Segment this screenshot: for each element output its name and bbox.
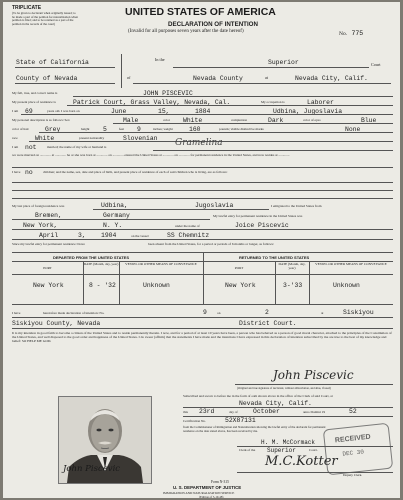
clerk-year: 52 — [349, 408, 357, 415]
emigrated-from: Bremen, — [35, 212, 62, 219]
subscribed-place: Nevada City, Calif. — [239, 400, 312, 407]
last-foreign-place: Udbina, — [101, 202, 128, 209]
col-vessel-returned: VESSEL OR OTHER MEANS OF CONVEYANCE — [315, 262, 387, 266]
table-row-departed-port: New York — [33, 282, 64, 289]
certification-label: Certification No. — [183, 419, 206, 423]
name-label: My full, true, and correct name is — [12, 91, 58, 95]
emigrated-country: Germany — [103, 212, 130, 219]
vessel-label: on the vessel — [131, 234, 149, 238]
declaration-number: 775 — [351, 30, 364, 37]
subscribed-label: Subscribed and sworn to before me in the form of oath shown above in the office of the Clerk of said Court, at — [183, 394, 333, 398]
vessel-value: SS Chemnitz — [167, 232, 210, 239]
col-date-returned: DATE (Month, day, year) — [278, 262, 306, 270]
triplicate-label: TRIPLICATE — [12, 5, 42, 11]
entry-year: 1904 — [101, 232, 117, 239]
court-type: Superior — [268, 59, 299, 66]
photo-signature: John Piscevic — [63, 464, 121, 474]
prior-at-label: at — [321, 311, 324, 315]
entry-state: N. Y. — [103, 222, 123, 229]
service-name: IMMIGRATION AND NATURALIZATION SERVICE — [163, 490, 235, 495]
complexion-label: complexion — [231, 118, 248, 122]
received-stamp — [323, 423, 393, 476]
clerk-title: Clerk of the — [239, 448, 256, 452]
table-row-returned-vessel: Unknown — [333, 282, 360, 289]
complexion-value: Dark — [268, 117, 284, 124]
nationality-value: Slovenian — [123, 135, 158, 142]
prior-declaration-text: heretofore made declaration of intention: No. — [43, 311, 105, 315]
eyes-label: color of eyes — [303, 118, 321, 122]
col-port-departed: PORT — [43, 266, 52, 270]
document-subtitle: DECLARATION OF INTENTION — [168, 21, 258, 28]
since-label: Since my lawful entry for permanent residence I have — [12, 242, 85, 246]
prior-declaration-label: I have — [12, 311, 21, 315]
born-label: years old. I was born on — [47, 109, 80, 113]
declarant-signature: John Piscevic — [273, 368, 354, 382]
weight-value: 160 — [189, 126, 201, 133]
form-number: Form N-315 — [211, 480, 229, 484]
prior-year: 2 — [265, 309, 269, 316]
married-rest: married; the name of my wife or husband is — [47, 145, 107, 149]
residence-label: My present place of residence is — [12, 100, 56, 104]
county-field: County of Nevada — [16, 75, 78, 82]
col-vessel-departed: VESSEL OR OTHER MEANS OF CONVEYANCE — [125, 262, 197, 266]
under-name-label: under the name of — [175, 224, 200, 228]
department-name: U. S. DEPARTMENT OF JUSTICE — [173, 485, 242, 490]
edition-note: (Edition of 5-19-48) — [199, 494, 224, 498]
personal-description-label: My personal description is as follows: Sex — [12, 118, 70, 122]
commissioner-note: from the Commissioner of Immigration and Naturalization showing the lawful entry of the declarant for permanent residence on the date stated above, has been received by me. — [183, 425, 326, 433]
clerk-signature: M.C.Kotter — [265, 454, 338, 469]
deputy-clerk-label: Deputy Clerk. — [343, 473, 363, 477]
in-the-label: In the — [155, 57, 165, 62]
table-row-departed-vessel: Unknown — [143, 282, 170, 289]
married-label: I am — [12, 145, 19, 149]
spouse-signature: Gramelina — [175, 138, 223, 148]
anno-label: anno Domini 19 — [303, 410, 326, 414]
race-label: race — [12, 136, 18, 140]
clerk-name: H. M. McCormack — [261, 439, 316, 446]
lawful-entry-label: My lawful entry for permanent residence in the United States was — [213, 214, 303, 218]
nationality-label: present nationality — [79, 136, 105, 140]
validity-note: (Invalid for all purposes seven years after the date hereof) — [128, 29, 244, 34]
declaration-document — [3, 2, 400, 498]
hair-label: color of hair — [12, 127, 29, 131]
table-row-returned-port: New York — [225, 282, 256, 289]
state-field: State of California — [16, 59, 89, 66]
at-label: at — [265, 75, 269, 80]
table-row-returned-date: 3-'33 — [283, 282, 303, 289]
document-title: UNITED STATES OF AMERICA — [125, 6, 276, 18]
clerk-day: 23rd — [199, 408, 215, 415]
marks-label: pounds; visible distinctive marks — [219, 127, 264, 131]
birth-year: 1884 — [195, 108, 211, 115]
height-feet: 5 — [103, 126, 107, 133]
color-value: White — [183, 117, 203, 124]
prior-court-county: Siskiyou County, Nevada — [12, 320, 101, 327]
under-name: Joice Piscevic — [235, 222, 289, 229]
sex-value: Male — [123, 117, 139, 124]
since-value: been absent from the United States, for a period or periods of 6 months or longer, as follows: — [148, 242, 274, 246]
this-label: this — [183, 410, 188, 414]
emigrated-label: I emigrated to the United States from — [271, 204, 322, 208]
departed-header: DEPARTED FROM THE UNITED STATES — [53, 255, 129, 260]
prior-on-label: on — [217, 311, 221, 315]
court-city: Nevada City, Calif. — [295, 75, 368, 82]
signature-caption: (Original and true signature of declarant, without abbreviation, and alias, if used) — [237, 386, 331, 390]
clerk-month: October — [253, 408, 280, 415]
age-value: 69 — [25, 108, 33, 115]
married-value: not — [25, 144, 37, 151]
clerk-court: Superior — [267, 447, 296, 454]
children-value: no — [25, 169, 33, 176]
prior-district: District Court. — [239, 320, 297, 327]
prior-place: Siskiyou — [343, 309, 374, 316]
court-county: Nevada County — [193, 75, 243, 82]
birth-place: Udbina, Jugoslavia — [273, 108, 343, 115]
col-date-departed: DATE (Month, day, year) — [83, 262, 119, 266]
race-value: White — [35, 135, 55, 142]
birth-day: 15, — [158, 108, 170, 115]
court-word: Court. — [309, 448, 318, 452]
col-port-returned: PORT — [234, 266, 244, 270]
eyes-value: Blue — [361, 117, 377, 124]
entry-day: 3, — [78, 232, 86, 239]
stamp-date: DEC 30 — [342, 448, 365, 458]
prior-declaration-number: 9 — [203, 309, 207, 316]
age-label: I am — [12, 109, 19, 113]
height-inches: 9 — [137, 126, 141, 133]
court-label: Court — [371, 62, 381, 67]
day-of-label: day of — [229, 410, 238, 414]
stamp-text: RECEIVED — [334, 433, 371, 445]
hair-value: Grey — [45, 126, 61, 133]
triplicate-note: (To be given to declarant when originally issued; to be made a part of the petition for naturalization when petition is filed; and to be retained as a part of the petition in the records of the court) — [12, 11, 78, 26]
last-foreign-label: My last place of foreign residence was — [12, 204, 65, 208]
number-label: No. — [339, 31, 348, 37]
residence-value: Patrick Court, Grass Valley, Nevada, Cal. — [73, 99, 231, 106]
full-name: JOHN PISCEVIC — [143, 90, 193, 97]
feet-label: feet — [119, 127, 125, 131]
height-label: height — [81, 127, 90, 131]
occupation-value: Laborer — [307, 99, 334, 106]
children-rest: children; and the name, sex, date and place of birth, and present place of residence of each of said children who is living, are as follows: — [43, 170, 228, 174]
inches-weight-label: inches; weight — [153, 127, 173, 131]
returned-header: RETURNED TO THE UNITED STATES — [239, 255, 310, 260]
spouse-details: we were married on ............. at ............. he or she was born at ............. on ............. entered the United States at ............. on ............. for permanent residence in the United States, and now resides at ............. — [12, 153, 290, 157]
birth-month: June — [111, 108, 127, 115]
last-foreign-country: Jugoslavia — [195, 202, 234, 209]
color-label: color — [163, 118, 170, 122]
of-label: of — [127, 75, 131, 80]
entry-month: April — [39, 232, 59, 239]
table-row-departed-date: 8 - '32 — [89, 282, 116, 289]
marks-value: None — [345, 126, 361, 133]
children-label: I have — [12, 170, 21, 174]
oath-text: It is my intention in good faith to become a citizen of the United States and to reside permanently therein. I now, and for a period of at least 10 years have been, a person who has behaved as a person of good moral character, attached to the principles of the Constitution of the United States, and well disposed to the good order and happiness of the United States. I do swear (affirm) that the statements I have made and the intentions I have expressed in this declaration of intention subscribed by me are true to the best of my knowledge and belief: SO HELP ME GOD. — [12, 331, 392, 343]
certification-number: 52X87131 — [225, 417, 256, 424]
occupation-label: My occupation is — [261, 100, 285, 104]
entry-port: New York, — [23, 222, 58, 229]
